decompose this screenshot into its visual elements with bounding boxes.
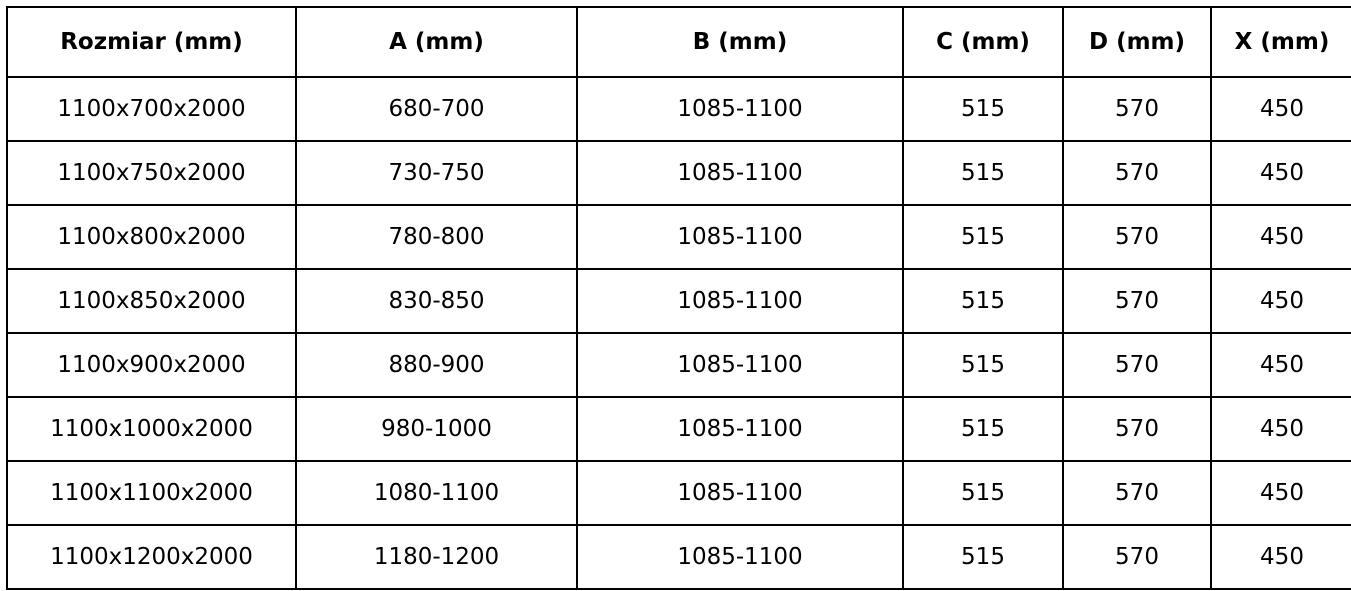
cell-a: 730-750 [296, 141, 577, 205]
cell-c: 515 [903, 205, 1063, 269]
cell-a: 830-850 [296, 269, 577, 333]
cell-c: 515 [903, 525, 1063, 589]
cell-b: 1085-1100 [577, 141, 903, 205]
cell-c: 515 [903, 397, 1063, 461]
cell-d: 570 [1063, 77, 1211, 141]
cell-b: 1085-1100 [577, 525, 903, 589]
cell-b: 1085-1100 [577, 333, 903, 397]
cell-x: 450 [1211, 141, 1351, 205]
cell-x: 450 [1211, 525, 1351, 589]
cell-x: 450 [1211, 205, 1351, 269]
cell-rozmiar: 1100x1100x2000 [7, 461, 296, 525]
table-row [7, 397, 1351, 461]
cell-c: 515 [903, 333, 1063, 397]
cell-x: 450 [1211, 461, 1351, 525]
table-row [7, 205, 1351, 269]
cell-x: 450 [1211, 333, 1351, 397]
cell-x: 450 [1211, 77, 1351, 141]
cell-b: 1085-1100 [577, 269, 903, 333]
cell-a: 1080-1100 [296, 461, 577, 525]
cell-rozmiar: 1100x900x2000 [7, 333, 296, 397]
cell-x: 450 [1211, 269, 1351, 333]
cell-a: 680-700 [296, 77, 577, 141]
table-row [7, 525, 1351, 589]
cell-a: 880-900 [296, 333, 577, 397]
column-header-d: D (mm) [1063, 7, 1211, 77]
cell-d: 570 [1063, 525, 1211, 589]
cell-d: 570 [1063, 269, 1211, 333]
cell-d: 570 [1063, 461, 1211, 525]
cell-rozmiar: 1100x800x2000 [7, 205, 296, 269]
cell-b: 1085-1100 [577, 77, 903, 141]
cell-a: 980-1000 [296, 397, 577, 461]
cell-c: 515 [903, 77, 1063, 141]
cell-c: 515 [903, 141, 1063, 205]
cell-b: 1085-1100 [577, 397, 903, 461]
cell-rozmiar: 1100x1000x2000 [7, 397, 296, 461]
cell-b: 1085-1100 [577, 461, 903, 525]
cell-d: 570 [1063, 333, 1211, 397]
cell-d: 570 [1063, 141, 1211, 205]
table-row [7, 141, 1351, 205]
column-header-b: B (mm) [577, 7, 903, 77]
column-header-a: A (mm) [296, 7, 577, 77]
cell-rozmiar: 1100x850x2000 [7, 269, 296, 333]
cell-rozmiar: 1100x1200x2000 [7, 525, 296, 589]
table-row [7, 269, 1351, 333]
table-row [7, 77, 1351, 141]
cell-a: 780-800 [296, 205, 577, 269]
table-row [7, 333, 1351, 397]
cell-c: 515 [903, 269, 1063, 333]
size-specification-table [6, 6, 1351, 590]
cell-rozmiar: 1100x750x2000 [7, 141, 296, 205]
column-header-x: X (mm) [1211, 7, 1351, 77]
cell-x: 450 [1211, 397, 1351, 461]
column-header-c: C (mm) [903, 7, 1063, 77]
cell-b: 1085-1100 [577, 205, 903, 269]
column-header-rozmiar: Rozmiar (mm) [7, 7, 296, 77]
table-header-row [7, 7, 1351, 77]
cell-d: 570 [1063, 205, 1211, 269]
cell-a: 1180-1200 [296, 525, 577, 589]
cell-rozmiar: 1100x700x2000 [7, 77, 296, 141]
cell-c: 515 [903, 461, 1063, 525]
table-row [7, 461, 1351, 525]
cell-d: 570 [1063, 397, 1211, 461]
